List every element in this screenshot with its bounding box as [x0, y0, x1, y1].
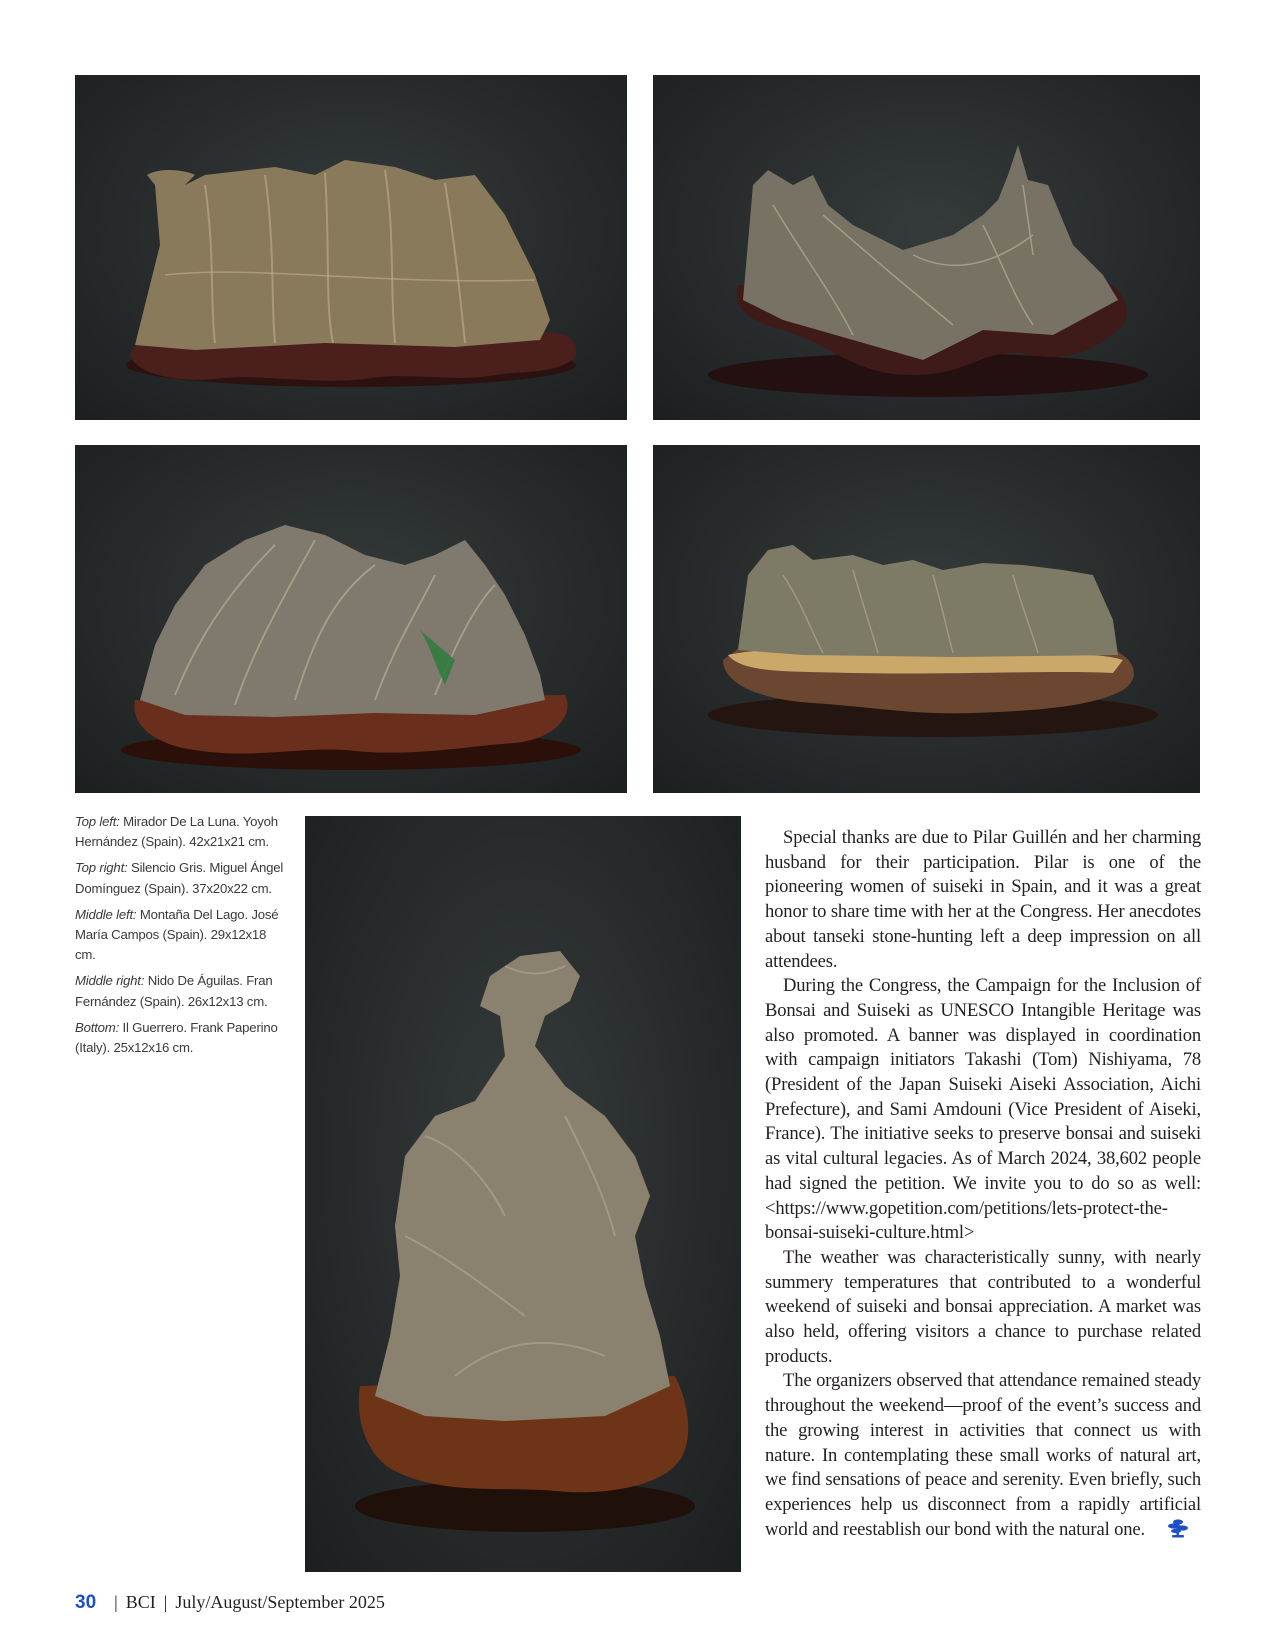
caption-lead: Middle right:: [75, 973, 145, 989]
caption-top-left: [75, 812, 290, 852]
article-body: [765, 826, 1201, 1542]
suiseki-stone-image: [653, 445, 1200, 793]
caption-middle-right: [75, 971, 290, 1011]
suiseki-stone-image: [75, 445, 627, 793]
photo-montana-del-lago: [75, 445, 627, 793]
suiseki-stone-image: [305, 816, 741, 1572]
caption-text: Mirador De La Luna. Yoyoh Hernández (Spain). 42x21x21 cm.: [75, 814, 278, 850]
caption-middle-left: [75, 905, 290, 966]
suiseki-stone-image: [653, 75, 1200, 420]
caption-lead: Top left:: [75, 814, 120, 829]
paragraph-closing-text: The organizers observed that attendance remained steady throughout the weekend—proof of the event’s success and the growing interest in activities that connect us with nature. In contemplating these small works of natural art, we find sensations of peace and serenity. Even briefly, such experiences help us disconnect from a rapidly artificial world and reestablish our bond with the natural one.: [765, 1370, 1201, 1540]
caption-text: Montaña Del Lago. José María Campos (Spain). 29x12x18 cm.: [75, 906, 279, 963]
caption-text: Il Guerrero. Frank Paperino (Italy). 25x12x16 cm.: [75, 1019, 278, 1056]
photo-nido-de-aguilas: [653, 445, 1200, 793]
suiseki-stone-image: [75, 75, 627, 420]
page-footer: [75, 1592, 385, 1614]
footer-separator: |: [114, 1592, 118, 1612]
caption-lead: Middle left:: [75, 906, 137, 922]
publication-name: BCI: [125, 1592, 156, 1612]
caption-text: Nido De Águilas. Fran Fernández (Spain). 26x12x13 cm.: [75, 973, 273, 1009]
photo-silencio-gris: [653, 75, 1200, 420]
paragraph-closing: [765, 1369, 1201, 1542]
caption-top-right: [75, 858, 290, 898]
photo-captions: [75, 812, 290, 1064]
caption-lead: Bottom:: [75, 1019, 120, 1035]
caption-bottom: [75, 1018, 290, 1058]
bonsai-tree-icon: [1149, 1518, 1171, 1538]
paragraph-special-thanks: Special thanks are due to Pilar Guillén and her charming husband for their participation. Pilar is one of the pioneering women of suiseki in Spain, and it was a great honor to share time with her at the Congress. Her anecdotes about tanseki stone-hunting left a deep impression on all attendees.: [765, 827, 1201, 972]
page-number: 30: [75, 1592, 97, 1613]
issue-date: July/August/September 2025: [175, 1592, 385, 1612]
caption-lead: Top right:: [75, 860, 128, 876]
caption-text: Silencio Gris. Miguel Ángel Domínguez (Spain). 37x20x22 cm.: [75, 860, 284, 896]
photo-mirador-de-la-luna: [75, 75, 627, 420]
footer-separator: |: [163, 1592, 168, 1612]
photo-il-guerrero: [305, 816, 741, 1572]
paragraph-weather-market: The weather was characteristically sunny, with nearly summery temperatures that contributed to a wonderful weekend of suiseki and bonsai appreciation. A market was also held, offering visitors a chance to purchase related products.: [765, 1246, 1201, 1367]
paragraph-unesco-campaign: During the Congress, the Campaign for the Inclusion of Bonsai and Suiseki as UNESCO Intangible Heritage was also promoted. A banner was displayed in coordination with campaign initiators Takashi (Tom) Nishiyama, 78 (President of the Japan Suiseki Aiseki Association, Aichi Prefecture), and Sami Amdouni (Vice President of Aiseki, France). The initiative seeks to preserve bonsai and suiseki as vital cultural legacies. As of March 2024, 38,602 people had signed the petition. We invite you to do so as well: <https://www.gopetition.com/petitions/lets-protect-the-bonsai-suiseki-culture.html>: [765, 975, 1201, 1244]
